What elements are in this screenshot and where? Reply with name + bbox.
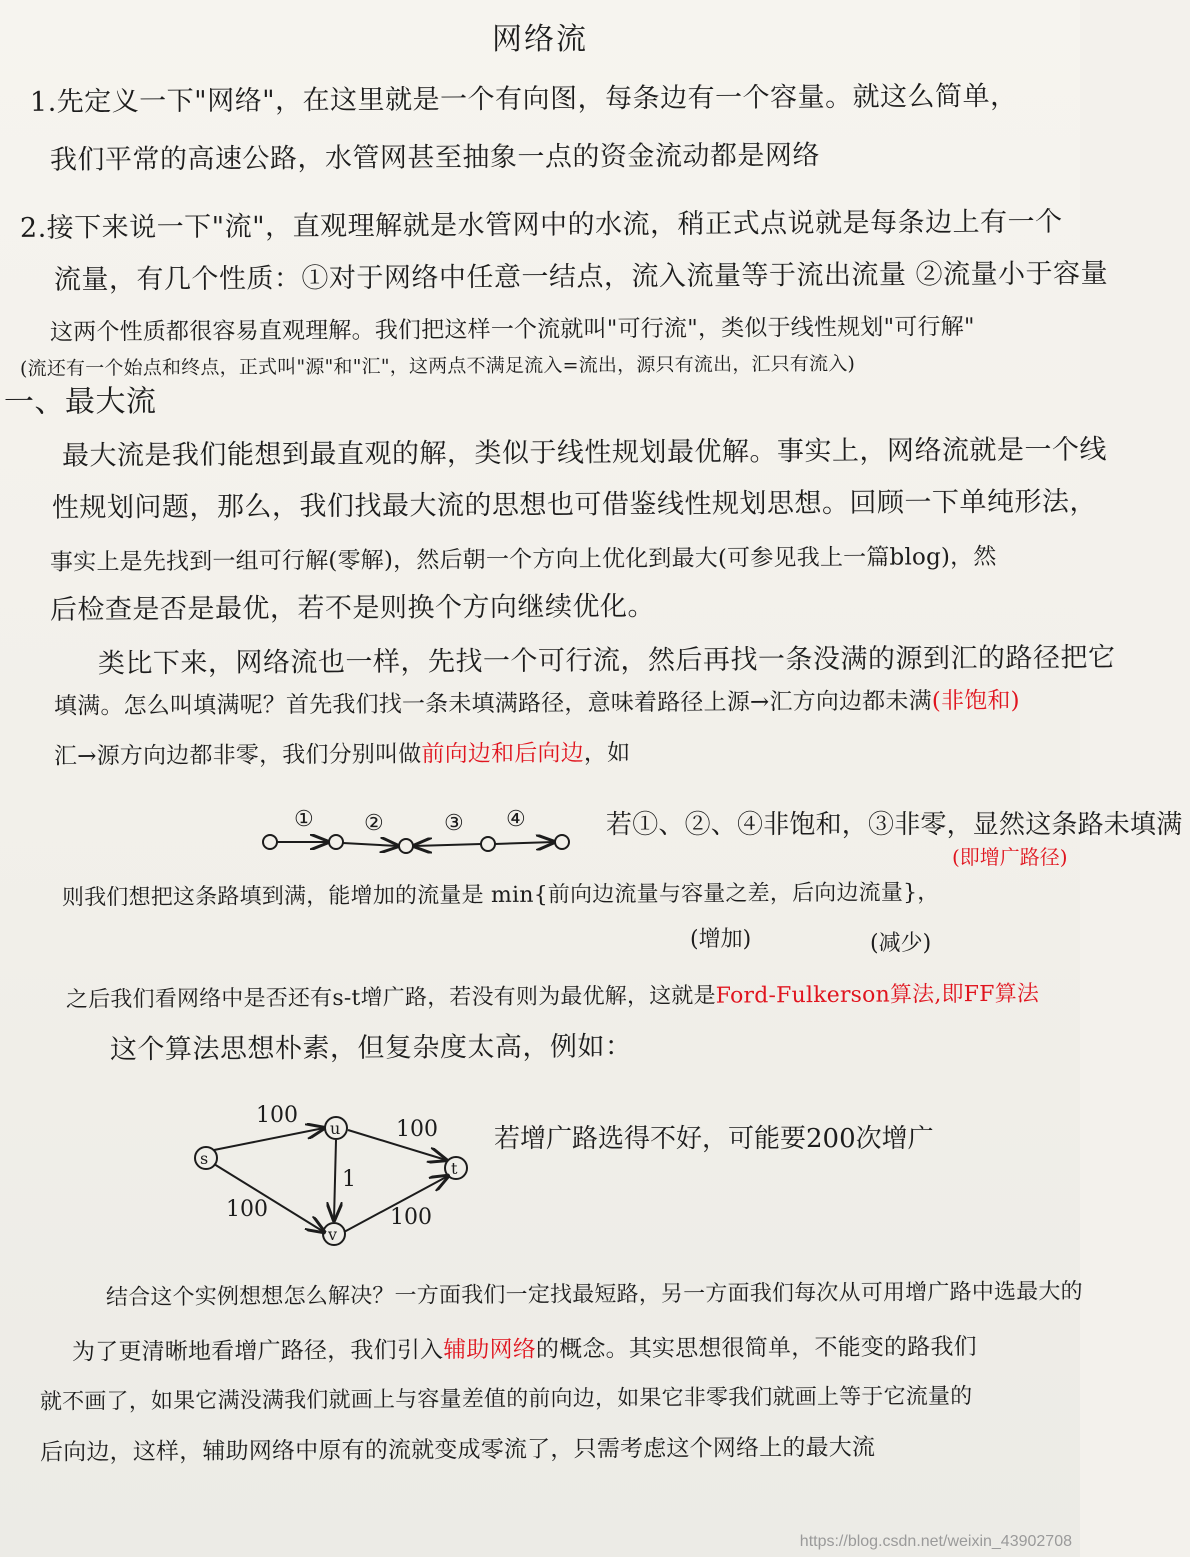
text-line bbox=[0, 733, 1134, 774]
text-line: 则我们想把这条路填到满，能增加的流量是 min{前向边流量与容量之差，后向边流量}， bbox=[61, 880, 940, 911]
flow-network-example bbox=[190, 1100, 490, 1250]
path-node bbox=[555, 835, 569, 849]
node-label: s bbox=[200, 1149, 209, 1168]
section-heading: 一、最大流 bbox=[3, 384, 157, 420]
edge-uv bbox=[334, 1140, 336, 1220]
decrease-label: (减少) bbox=[870, 931, 932, 956]
path-node bbox=[399, 839, 413, 853]
text-span: 的概念。其实思想很简单，不能变的路我们 bbox=[535, 1334, 977, 1363]
node-label: u bbox=[330, 1119, 341, 1138]
flow-example-note: 若增广路选得不好，可能要200次增广 bbox=[494, 1124, 934, 1154]
edge-label: ③ bbox=[444, 811, 464, 836]
text-span: 之后我们看网络中是否还有s-t增广路，若没有则为最优解，这就是 bbox=[65, 983, 716, 1013]
page-title: 网络流 bbox=[492, 22, 588, 57]
text-line: 这两个性质都很容易直观理解。我们把这样一个流就叫"可行流"，类似于线性规划"可行解" bbox=[49, 314, 975, 346]
backward-edge bbox=[414, 844, 481, 846]
path-node bbox=[329, 835, 343, 849]
edge-label: ④ bbox=[506, 807, 526, 832]
edge-su bbox=[214, 1128, 324, 1150]
text-line: 这个算法思想朴素，但复杂度太高，例如： bbox=[109, 1031, 633, 1066]
increase-label: (增加) bbox=[690, 927, 752, 952]
edge-label: 1 bbox=[342, 1167, 356, 1192]
red-annotation: 辅助网络 bbox=[443, 1336, 537, 1364]
edge-label: ② bbox=[364, 811, 384, 836]
text-line: 流量，有几个性质：①对于网络中任意一结点，流入流量等于流出流量 ②流量小于容量 bbox=[53, 258, 1109, 296]
text-line: 1.先定义一下"网络"，在这里就是一个有向图，每条边有一个容量。就这么简单， bbox=[29, 80, 1018, 118]
text-line: 后向边，这样，辅助网络中原有的流就变成零流了，只需考虑这个网络上的最大流 bbox=[39, 1434, 876, 1466]
path-node bbox=[481, 837, 495, 851]
text-line bbox=[0, 1329, 1152, 1370]
edge-label: 100 bbox=[390, 1205, 432, 1230]
node-label: v bbox=[328, 1225, 338, 1244]
watermark: https://blog.csdn.net/weixin_43902708 bbox=[799, 1533, 1072, 1550]
path-node bbox=[263, 835, 277, 849]
text-line: 就不画了，如果它满没满我们就画上与容量差值的前向边，如果它非零我们就画上等于它流量的 bbox=[39, 1384, 973, 1415]
edge-label: ① bbox=[294, 807, 314, 832]
text-span: 汇→源方向边都非零，我们分别叫做 bbox=[53, 741, 422, 770]
text-line: 我们平常的高速公路，水管网甚至抽象一点的资金流动都是网络 bbox=[49, 139, 821, 176]
text-line: 2.接下来说一下"流"，直观理解就是水管网中的水流，稍正式点说就是每条边上有一个 bbox=[19, 206, 1063, 244]
red-annotation: (非饱和) bbox=[931, 687, 1020, 715]
red-annotation: Ford-Fulkerson算法,即FF算法 bbox=[715, 981, 1040, 1009]
text-span: 填满。怎么叫填满呢？首先我们找一条未填满路径，意味着路径上源→汇方向边都未满 bbox=[53, 688, 932, 720]
text-line: 类比下来，网络流也一样，先找一个可行流，然后再找一条没满的源到汇的路径把它 bbox=[97, 642, 1116, 680]
forward-edge bbox=[495, 842, 554, 844]
text-line: 结合这个实例想想怎么解决？一方面我们一定找最短路，另一方面我们每次从可用增广路中选最大的 bbox=[105, 1279, 1083, 1311]
text-line bbox=[0, 683, 1134, 724]
red-annotation: 前向边和后向边 bbox=[421, 740, 584, 768]
node-label: t bbox=[451, 1159, 458, 1178]
edge-label: 100 bbox=[396, 1117, 438, 1142]
path-note: 若①、②、④非饱和，③非零，显然这条路未填满 bbox=[606, 810, 1183, 840]
text-span: ，如 bbox=[583, 740, 631, 767]
text-line bbox=[0, 977, 1146, 1018]
edge-label: 100 bbox=[226, 1197, 268, 1222]
text-line: 事实上是先找到一组可行解(零解)，然后朝一个方向上优化到最大(可参见我上一篇blog)，然 bbox=[49, 543, 997, 576]
text-line: 最大流是我们能想到最直观的解，类似于线性规划最优解。事实上，网络流就是一个线 bbox=[61, 434, 1108, 472]
text-span: 为了更清晰地看增广路径，我们引入 bbox=[71, 1337, 444, 1366]
text-line: 后检查是否是最优，若不是则换个方向继续优化。 bbox=[49, 590, 656, 626]
augmenting-path-diagram bbox=[256, 790, 586, 860]
forward-edge bbox=[343, 843, 398, 846]
text-line: 性规划问题，那么，我们找最大流的思想也可借鉴线性规划思想。回顾一下单纯形法， bbox=[51, 486, 1098, 524]
text-line: (流还有一个始点和终点，正式叫"源"和"汇"，这两点不满足流入=流出，源只有流出，汇只有流入) bbox=[19, 352, 856, 380]
red-annotation: (即增广路径) bbox=[952, 845, 1068, 869]
edge-label: 100 bbox=[256, 1103, 298, 1128]
